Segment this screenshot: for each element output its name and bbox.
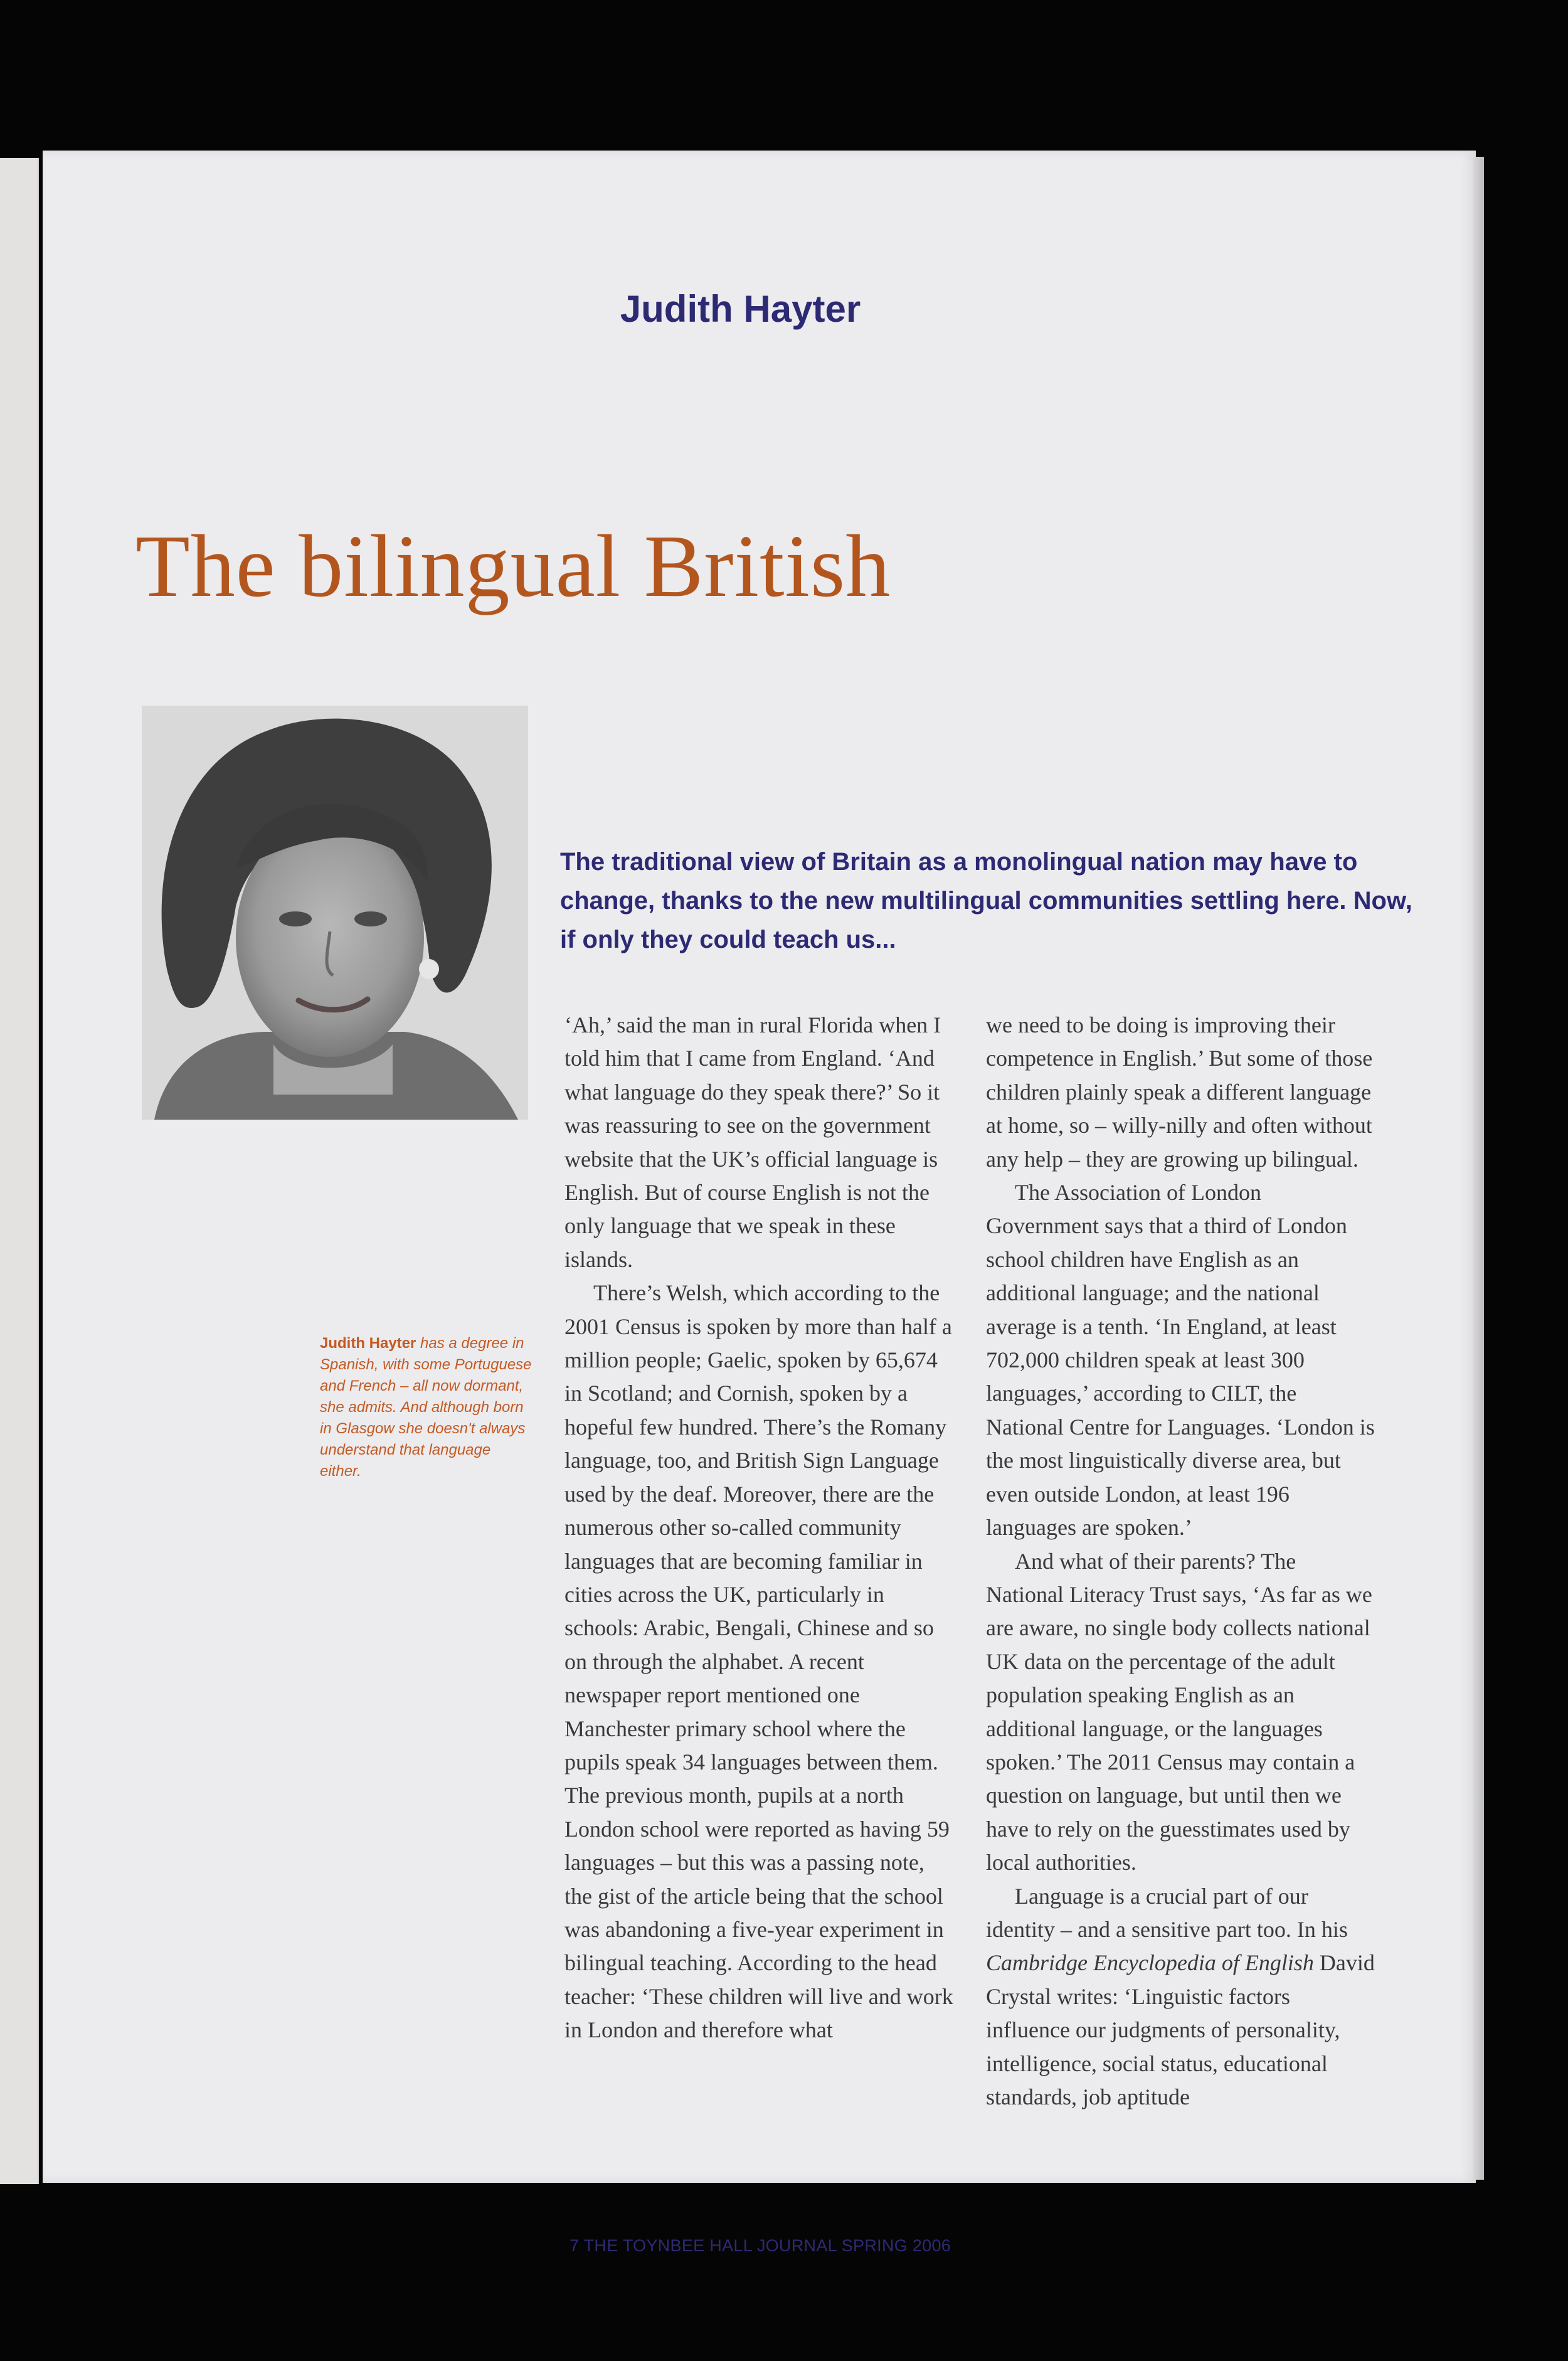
author-heading: Judith Hayter bbox=[620, 288, 861, 330]
page-edge-shadow bbox=[1473, 157, 1484, 2180]
paragraph: And what of their parents? The National Literacy Trust says, ‘As far as we are aware, no single body collects national UK data on the percentage of the adult population speaking English as an additional language, or the languages spoken.’ The 2011 Census may contain a question on language, but until then we have to rely on the guesstimates used by local authorities. bbox=[986, 1548, 1372, 1876]
paragraph-text-end: David Crystal writes: ‘Linguistic factors influence our judgments of personality, intelligence, social status, educational standards, job aptitude bbox=[986, 1950, 1375, 2109]
page-footer: 7 THE TOYNBEE HALL JOURNAL SPRING 2006 bbox=[569, 2236, 951, 2255]
paragraph: we need to be doing is improving their competence in English.’ But some of those children plainly speak a different language at home, so – willy-nilly and often without any help – they are growing up bilingual. bbox=[986, 1012, 1373, 1172]
paragraph: ‘Ah,’ said the man in rural Florida when I told him that I came from England. ‘And what language do they speak there?’ So it was reassuring to see on the government website that the UK’s official language is English. But of course English is not the only language that we speak in these islands. bbox=[564, 1012, 941, 1272]
paragraph bbox=[986, 1880, 1375, 2114]
body-column-2 bbox=[986, 1009, 1375, 2114]
author-photo bbox=[142, 706, 528, 1120]
body-column-1 bbox=[564, 1009, 953, 2047]
previous-page-edge bbox=[0, 158, 39, 2184]
standfirst: The traditional view of Britain as a monolingual nation may have to change, thanks to the new multilingual communities settling here. Now, if only they could teach us... bbox=[560, 848, 1412, 953]
book-title: Cambridge Encyclopedia of English bbox=[986, 1950, 1314, 1976]
author-caption bbox=[320, 1333, 533, 1482]
magazine-page bbox=[43, 151, 1476, 2255]
article-title: The bilingual British bbox=[135, 516, 891, 615]
caption-author-name: Judith Hayter bbox=[320, 1335, 416, 1352]
paragraph: There’s Welsh, which according to the 2001 Census is spoken by more than half a million people; Gaelic, spoken by 65,674 in Scotland; and Cornish, spoken by a hopeful few hundred. There’s the Romany language, too, and British Sign Language used by the deaf. Moreover, there are the numerous other so-called community languages that are becoming familiar in cities across the UK, particularly in schools: Arabic, Bengali, Chinese and so on through the alphabet. A recent newspaper report mentioned one Manchester primary school where the pupils speak 34 languages between them. The previous month, pupils at a north London school were reported as having 59 languages – but this was a passing note, the gist of the article being that the school was abandoning a five-year experiment in bilingual teaching. According to the head teacher: ‘These children will live and work in London and therefore what bbox=[564, 1280, 953, 2043]
paragraph-text-start: Language is a crucial part of our identity – and a sensitive part too. In his bbox=[986, 1883, 1348, 1942]
paragraph: The Association of London Government says that a third of London school children have English as an additional language; and the national average is a tenth. ‘In England, at least 702,000 children speak at least 300 languages,’ according to CILT, the National Centre for Languages. ‘London is the most linguistically diverse area, but even outside London, at least 196 languages are spoken.’ bbox=[986, 1180, 1375, 1541]
caption-text: has a degree in Spanish, with some Portuguese and French – all now dormant, she admits. And although born in Glasgow she doesn't always understand that language either. bbox=[320, 1335, 532, 1480]
